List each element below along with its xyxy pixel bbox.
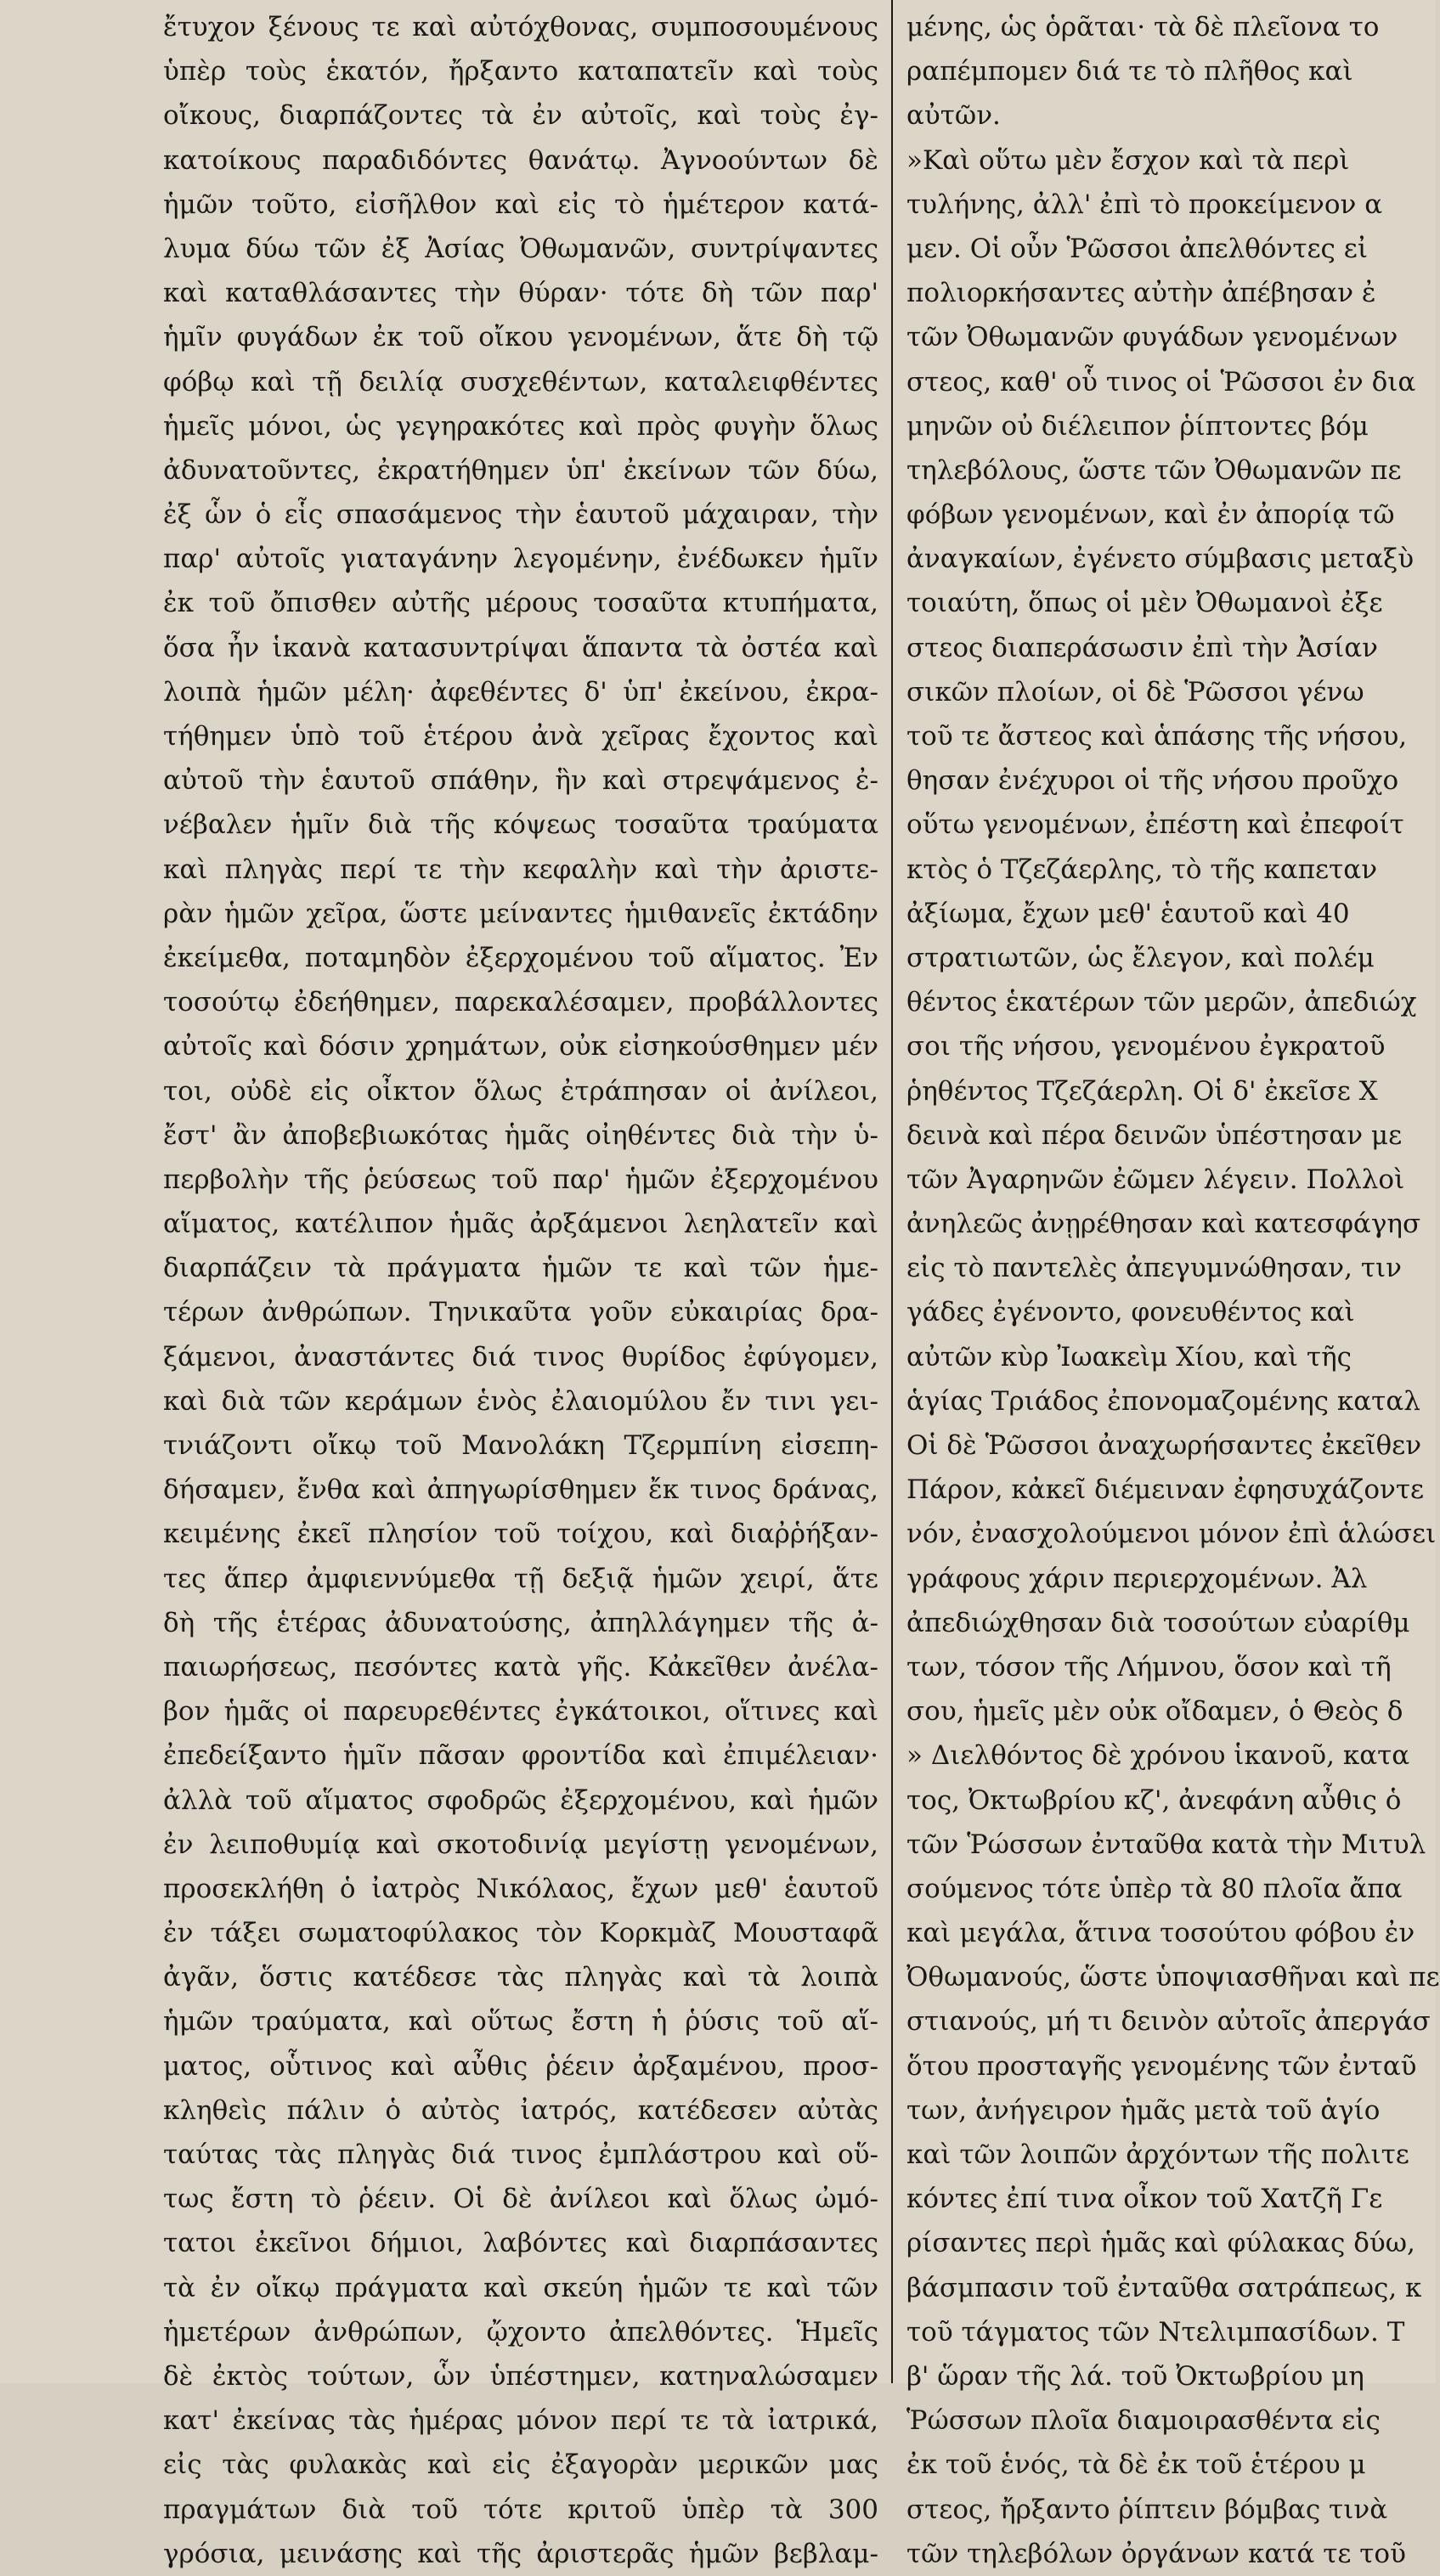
text-line: αὐτοῖς καὶ δόσιν χρημάτων, οὐκ εἰσηκούσθημεν μέν [163,1031,878,1063]
text-line: διαρπάζειν τὰ πράγματα ἡμῶν τε καὶ τῶν ἡμε- [163,1253,878,1284]
text-line: ἀγᾶν, ὅστις κατέδεσε τὰς πληγὰς καὶ τὰ λοιπὰ [163,1962,878,1993]
text-line: εἰς τὰς φυλακὰς καὶ εἰς ἐξαγορὰν μερικῶν μας [163,2449,878,2481]
text-line: ἁγίας Τριάδος ἐπονομαζομένης καταλ [906,1385,1420,1417]
text-line: τες ἅπερ ἀμφιεννύμεθα τῇ δεξιᾷ ἡμῶν χειρί, ἅτε [163,1563,878,1594]
text-line: δὴ τῆς ἑτέρας ἀδυνατούσης, ἀπηλλάγημεν τῆς ἀ- [163,1607,878,1638]
text-line: τῶν Ῥώσσων ἐνταῦθα κατὰ τὴν Μιτυλ [906,1829,1426,1860]
text-line: καὶ διὰ τῶν κεράμων ἑνὸς ἐλαιομύλου ἔν τινι γει- [163,1385,878,1417]
text-line: τέρων ἀνθρώπων. Τηνικαῦτα γοῦν εὐκαιρίας δρα- [163,1297,878,1328]
text-line: ἐν τάξει σωματοφύλακος τὸν Κορκμὰζ Μουσταφᾶ [163,1918,878,1949]
text-line: τήθημεν ὑπὸ τοῦ ἑτέρου ἀνὰ χεῖρας ἔχοντος καὶ [163,721,878,752]
text-line: ρίσαντες περὶ ἡμᾶς καὶ φύλακας δύω, [906,2228,1415,2259]
text-line: τῶν Ὀθωμανῶν φυγάδων γενομένων [906,322,1398,353]
text-line: των, ἀνήγειρον ἡμᾶς μετὰ τοῦ ἁγίο [906,2094,1381,2126]
text-line: ἡμῖν φυγάδων ἐκ τοῦ οἴκου γενομένων, ἅτε δὴ τῷ [163,322,878,353]
text-line: στιανούς, μή τι δεινὸν αὐτοῖς ἀπεργάσ [906,2006,1431,2038]
text-line: αὐτῶν κὺρ Ἰωακεὶμ Χίου, καὶ τῆς [906,1341,1352,1373]
text-line: στρατιωτῶν, ὡς ἔλεγον, καὶ πολέμ [906,942,1375,973]
text-line: ἔστ' ἂν ἀποβεβιωκότας ἡμᾶς οἰηθέντες διὰ τὴν ὑ- [163,1119,878,1151]
text-line: ματος, οὗτινος καὶ αὖθις ῥέειν ἀρξαμένου, προσ- [163,2050,878,2082]
text-line: καὶ πληγὰς περί τε τὴν κεφαλὴν καὶ τὴν ἀριστε- [163,854,878,885]
text-line: αὐτοῦ τὴν ἑαυτοῦ σπάθην, ἣν καὶ στρεψάμενος ἐ- [163,765,878,797]
text-line: ἡμετέρων ἀνθρώπων, ᾤχοντο ἀπελθόντες. Ἡμεῖς [163,2316,878,2348]
text-line: τηλεβόλους, ὥστε τῶν Ὀθωμανῶν πε [906,454,1402,486]
text-line: ἀπεδιώχθησαν διὰ τοσούτων εὐαρίθμ [906,1607,1410,1638]
text-line: δὲ ἐκτὸς τούτων, ὧν ὑπέστημεν, κατηναλώσαμεν [163,2360,878,2392]
text-line: πολιορκήσαντες αὐτὴν ἀπέβησαν ἐ [906,278,1376,309]
text-line: μεν. Οἱ οὖν Ῥῶσσοι ἀπελθόντες εἰ [906,233,1368,264]
text-line: καὶ μεγάλα, ἅτινα τοσούτου φόβου ἐν [906,1918,1415,1949]
text-line: ῥηθέντος Τζεζάερλη. Οἱ δ' ἐκεῖσε Χ [906,1075,1378,1107]
text-line: τοιαύτη, ὅπως οἱ μὲν Ὀθωμανοὶ ἐξε [906,588,1383,619]
text-line: τνιάζοντι οἴκῳ τοῦ Μανολάκη Τζερμπίνη εἰσεπη- [163,1430,878,1461]
text-line: μένης, ὡς ὁρᾶται· τὰ δὲ πλεῖονα το [906,12,1380,42]
text-line: ρὰν ἡμῶν χεῖρα, ὥστε μείναντες ἡμιθανεῖς ἐκτάδην [163,898,878,929]
text-line: φόβων γενομένων, καὶ ἐν ἀπορίᾳ τῶ [906,499,1395,531]
text-line: ἀλλὰ τοῦ αἵματος σφοδρῶς ἐξερχομένου, καὶ ἡμῶν [163,1784,878,1816]
text-line: στεος, ἤρξαντο ῥίπτειν βόμβας τινὰ [906,2494,1388,2525]
text-line: θησαν ἐνέχυροι οἱ τῆς νήσου προῦχο [906,765,1399,797]
text-line: οὕτω γενομένων, ἐπέστη καὶ ἐπεφοίτ [906,809,1404,841]
text-line: ἐξ ὧν ὁ εἷς σπασάμενος τὴν ἑαυτοῦ μάχαιραν, τὴν [163,499,878,531]
text-line: παιωρήσεως, πεσόντες κατὰ γῆς. Κἀκεῖθεν ἀνέλα- [163,1651,878,1683]
text-line: » Διελθόντος δὲ χρόνου ἱκανοῦ, κατα [906,1740,1410,1772]
text-line: ὅσα ἦν ἱκανὰ κατασυντρίψαι ἅπαντα τὰ ὀστέα καὶ [163,632,878,663]
text-line: βον ἡμᾶς οἱ παρευρεθέντες ἐγκάτοικοι, οἵτινες καὶ [163,1696,878,1728]
text-line: κτὸς ὁ Τζεζάερλης, τὸ τῆς καπεταν [906,854,1378,885]
text-line: κατ' ἐκείνας τὰς ἡμέρας μόνον περί τε τὰ ἰατρικά, [163,2405,878,2437]
text-line: νέβαλεν ἡμῖν διὰ τῆς κόψεως τοσαῦτα τραύματα [163,809,878,841]
text-line: πραγμάτων διὰ τοῦ τότε κριτοῦ ὑπὲρ τὰ 300 [163,2494,878,2525]
left-column [163,5,878,2569]
text-line: νόν, ἐνασχολούμενοι μόνον ἐπὶ ἁλώσει [906,1519,1437,1550]
text-line: Πάρον, κἀκεῖ διέμειναν ἐφησυχάζοντε [906,1474,1425,1506]
text-line: ἀνηλεῶς ἀνῃρέθησαν καὶ κατεσφάγησ [906,1209,1421,1240]
text-line: ἔτυχον ξένους τε καὶ αὐτόχθονας, συμποσουμένους [163,12,878,42]
text-line: τυλήνης, ἀλλ' ἐπὶ τὸ προκείμενον α [906,189,1383,220]
text-line: δεινὰ καὶ πέρα δεινῶν ὑπέστησαν με [906,1119,1403,1151]
text-line: σου, ἡμεῖς μὲν οὐκ οἴδαμεν, ὁ Θεὸς δ [906,1696,1403,1728]
text-line: Ὀθωμανούς, ὥστε ὑποψιασθῆναι καὶ πε [906,1962,1440,1993]
right-column [906,5,1440,2569]
text-line: τοῦ τε ἄστεος καὶ ἁπάσης τῆς νήσου, [906,721,1408,752]
text-line: »Καὶ οὕτω μὲν ἔσχον καὶ τὰ περὶ [906,144,1350,176]
text-line: ὅτου προσταγῆς γενομένης τῶν ἐνταῦ [906,2050,1417,2082]
text-line: ραπέμπομεν διά τε τὸ πλῆθος καὶ [906,56,1353,87]
text-line: παρ' αὐτοῖς γιαταγάνην λεγομένην, ἐνέδωκεν ἡμῖν [163,544,878,575]
text-line: καὶ καταθλάσαντες τὴν θύραν· τότε δὴ τῶν παρ' [163,278,878,309]
text-line: β' ὥραν τῆς λά. τοῦ Ὀκτωβρίου μη [906,2360,1364,2392]
text-line: ἐκ τοῦ ὄπισθεν αὐτῆς μέρους τοσαῦτα κτυπήματα, [163,588,878,619]
text-line: φόβῳ καὶ τῇ δειλίᾳ συσχεθέντων, καταλειφθέντες [163,366,878,397]
text-line: τῶν τηλεβόλων ὀργάνων κατά τε τοῦ [906,2538,1406,2569]
text-line: ἐκείμεθα, ποταμηδὸν ἐξερχομένου τοῦ αἵματος. Ἐν [163,942,878,973]
text-line: ἀξίωμα, ἔχων μεθ' ἑαυτοῦ καὶ 40 [906,898,1350,929]
text-line: Ῥώσσων πλοῖα διαμοιρασθέντα εἰς [906,2405,1381,2437]
text-line: στεος, καθ' οὗ τινος οἱ Ῥῶσσοι ἐν δια [906,366,1416,397]
column-divider [891,0,893,2383]
text-line: τὰ ἐν οἴκῳ πράγματα καὶ σκεύη ἡμῶν τε καὶ τῶν [163,2272,878,2303]
text-line: Οἱ δὲ Ῥῶσσοι ἀναχωρήσαντες ἐκεῖθεν [906,1430,1422,1461]
text-line: μηνῶν οὐ διέλειπον ῥίπτοντες βόμ [906,410,1369,442]
text-line: κόντες ἐπί τινα οἶκον τοῦ Χατζῆ Γε [906,2184,1383,2215]
text-line: ἀδυνατοῦντες, ἐκρατήθημεν ὑπ' ἐκείνων τῶν δύω, [163,454,878,486]
text-line: τος, Ὀκτωβρίου κζ', ἀνεφάνη αὖθις ὁ [906,1784,1402,1816]
text-line: βάσμπασιν τοῦ ἐνταῦθα σατράπεως, κ [906,2272,1422,2303]
text-line: δήσαμεν, ἔνθα καὶ ἀπηγωρίσθημεν ἔκ τινος δράνας, [163,1474,878,1506]
text-line: κληθεὶς πάλιν ὁ αὐτὸς ἰατρός, κατέδεσεν αὐτὰς [163,2094,878,2126]
text-line: ξάμενοι, ἀναστάντες διά τινος θυρίδος ἐφύγομεν, [163,1341,878,1373]
text-line: γάδες ἐγένοντο, φονευθέντος καὶ [906,1297,1355,1328]
text-line: γρόσια, μεινάσης καὶ τῆς ἀριστερᾶς ἡμῶν βεβλαμ- [163,2538,878,2569]
text-line: τως ἔστη τὸ ῥέειν. Οἱ δὲ ἀνίλεοι καὶ ὅλως ὠμό- [163,2184,878,2215]
text-line: σοι τῆς νήσου, γενομένου ἐγκρατοῦ [906,1031,1386,1063]
text-line: ἡμῶν τραύματα, καὶ οὕτως ἔστη ἡ ῥύσις τοῦ αἵ- [163,2006,878,2038]
text-line: προσεκλήθη ὁ ἰατρὸς Νικόλαος, ἔχων μεθ' ἑαυτοῦ [163,1873,878,1904]
text-line: λυμα δύω τῶν ἐξ Ἀσίας Ὀθωμανῶν, συντρίψαντες [163,233,878,264]
text-line: κατοίκους παραδιδόντες θανάτῳ. Ἀγνοούντων δὲ [163,144,878,176]
text-line: ἡμεῖς μόνοι, ὡς γεγηρακότες καὶ πρὸς φυγὴν ὅλως [163,410,878,442]
text-line: αὐτῶν. [906,100,1001,132]
text-line: ἀναγκαίων, ἐγένετο σύμβασις μεταξὺ [906,544,1415,575]
text-line: ἐν λειποθυμίᾳ καὶ σκοτοδινίᾳ μεγίστῃ γενομένων, [163,1829,878,1860]
text-line: σικῶν πλοίων, οἱ δὲ Ῥῶσσοι γένω [906,676,1364,707]
text-line: τοι, οὐδὲ εἰς οἶκτον ὅλως ἐτράπησαν οἱ ἀνίλεοι, [163,1075,878,1107]
text-line: των, τόσον τῆς Λήμνου, ὅσον καὶ τῆ [906,1651,1392,1683]
text-line: εἰς τὸ παντελὲς ἀπεγυμνώθησαν, τιν [906,1253,1403,1284]
text-line: θέντος ἑκατέρων τῶν μερῶν, ἀπεδιώχ [906,987,1417,1018]
text-line: τῶν Ἀγαρηνῶν ἐῶμεν λέγειν. Πολλοὶ [906,1164,1405,1195]
text-line: ἐκ τοῦ ἑνός, τὰ δὲ ἐκ τοῦ ἑτέρου μ [906,2449,1366,2481]
text-line: ἐπεδείξαντο ἡμῖν πᾶσαν φροντίδα καὶ ἐπιμέλειαν· [163,1740,878,1772]
text-line: ταύτας τὰς πληγὰς διά τινος ἐμπλάστρου καὶ οὕ- [163,2139,878,2170]
text-line: οἴκους, διαρπάζοντες τὰ ἐν αὐτοῖς, καὶ τοὺς ἐγ- [163,100,878,132]
text-line: ὑπὲρ τοὺς ἑκατόν, ἤρξαντο καταπατεῖν καὶ τοὺς [163,56,878,87]
text-line: αἵματος, κατέλιπον ἡμᾶς ἀρξάμενοι λεηλατεῖν καὶ [163,1209,878,1240]
text-line: τοσούτῳ ἐδεήθημεν, παρεκαλέσαμεν, προβάλλοντες [163,987,878,1018]
text-line: γράφους χάριν περιερχομένων. Ἀλ [906,1563,1368,1594]
text-line: καὶ τῶν λοιπῶν ἀρχόντων τῆς πολιτε [906,2139,1409,2170]
text-line: σούμενος τότε ὑπὲρ τὰ 80 πλοῖα ἄπα [906,1873,1403,1904]
text-line: τοῦ τάγματος τῶν Ντελιμπασίδων. Τ [906,2316,1405,2348]
text-line: κειμένης ἐκεῖ πλησίον τοῦ τοίχου, καὶ διαῤῥήξαν- [163,1519,878,1550]
text-line: λοιπὰ ἡμῶν μέλη· ἀφεθέντες δ' ὑπ' ἐκείνου, ἐκρα- [163,676,878,707]
text-line: στεος διαπεράσωσιν ἐπὶ τὴν Ἀσίαν [906,632,1378,663]
text-line: περβολὴν τῆς ῥεύσεως τοῦ παρ' ἡμῶν ἐξερχομένου [163,1164,878,1195]
text-line: ἡμῶν τοῦτο, εἰσῆλθον καὶ εἰς τὸ ἡμέτερον κατά- [163,189,878,220]
text-line: τατοι ἐκεῖνοι δήμιοι, λαβόντες καὶ διαρπάσαντες [163,2228,878,2259]
